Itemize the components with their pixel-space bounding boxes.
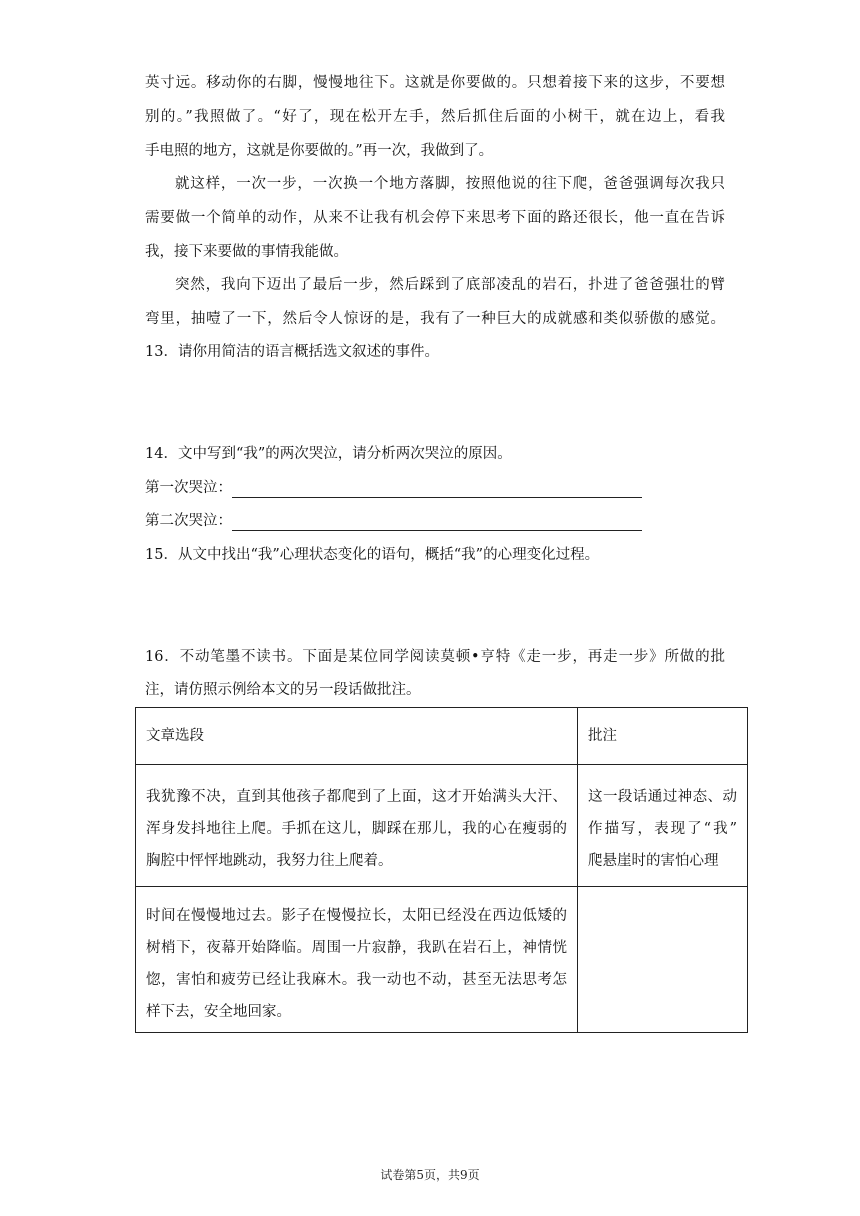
annotation-table [135,707,748,1033]
page-footer: 试卷第5页，共9页 [380,1168,480,1182]
question-16-line1: 16．不动笔墨不读书。下面是某位同学阅读莫顿•亨特《走一步，再走一步》所做的批 [145,649,725,665]
table-row [136,887,748,1033]
annotation-line: 作描写，表现了“我” [588,821,737,837]
excerpt-line: 浑身发抖地往上爬。手抓在这儿，脚踩在那儿，我的心在瘦弱的 [146,821,567,837]
excerpt-cell [136,887,578,1033]
passage-line: 就这样，一次一步，一次换一个地方落脚，按照他说的往下爬，爸爸强调每次我只 [175,176,725,192]
header-annotation: 批注 [578,708,748,765]
second-cry-label: 第二次哭泣： [145,513,232,529]
excerpt-line: 树梢下，夜幕开始降临。周围一片寂静，我趴在岩石上，神情恍 [146,940,567,956]
question-16-line2: 注，请仿照示例给本文的另一段话做批注。 [145,682,421,698]
passage-line: 手电照的地方，这就是你要做的。”再一次，我做到了。 [145,143,494,159]
excerpt-line: 我犹豫不决，直到其他孩子都爬到了上面，这才开始满头大汗、 [146,789,567,805]
excerpt-line: 胸腔中怦怦地跳动，我努力往上爬着。 [146,853,393,869]
annotation-line: 这一段话通过神态、动 [588,789,737,805]
answer-row-second-cry [145,511,642,531]
second-cry-answer-blank[interactable] [232,515,642,531]
passage-line: 别的。”我照做了。“好了，现在松开左手，然后抓住后面的小树干，就在边上，看我 [145,109,725,125]
passage-line: 我，接下来要做的事情我能做。 [145,244,348,260]
passage-line: 突然，我向下迈出了最后一步，然后踩到了底部凌乱的岩石，扑进了爸爸强壮的臂 [175,277,725,293]
first-cry-label: 第一次哭泣： [145,480,232,496]
passage-line: 英寸远。移动你的右脚，慢慢地往下。这就是你要做的。只想着接下来的这步，不要想 [145,75,725,91]
question-15: 15．从文中找出“我”心理状态变化的语句，概括“我”的心理变化过程。 [145,547,600,563]
question-14: 14．文中写到“我”的两次哭泣，请分析两次哭泣的原因。 [145,446,512,462]
header-excerpt: 文章选段 [136,708,578,765]
excerpt-line: 惚，害怕和疲劳已经让我麻木。我一动也不动，甚至无法思考怎 [146,972,567,988]
excerpt-line: 样下去，安全地回家。 [146,1004,291,1020]
annotation-answer-cell[interactable] [578,887,748,1033]
table-row [136,765,748,887]
answer-row-first-cry [145,478,642,498]
question-13: 13．请你用简洁的语言概括选文叙述的事件。 [145,344,439,360]
passage-line: 弯里，抽噎了一下，然后令人惊讶的是，我有了一种巨大的成就感和类似骄傲的感觉。 [145,311,725,327]
table-header-row [136,708,748,765]
first-cry-answer-blank[interactable] [232,482,642,498]
annotation-line: 爬悬崖时的害怕心理 [588,853,719,869]
passage-line: 需要做一个简单的动作，从来不让我有机会停下来思考下面的路还很长，他一直在告诉 [145,210,725,226]
excerpt-line: 时间在慢慢地过去。影子在慢慢拉长，太阳已经没在西边低矮的 [146,908,567,924]
excerpt-cell [136,765,578,887]
annotation-cell [578,765,748,887]
